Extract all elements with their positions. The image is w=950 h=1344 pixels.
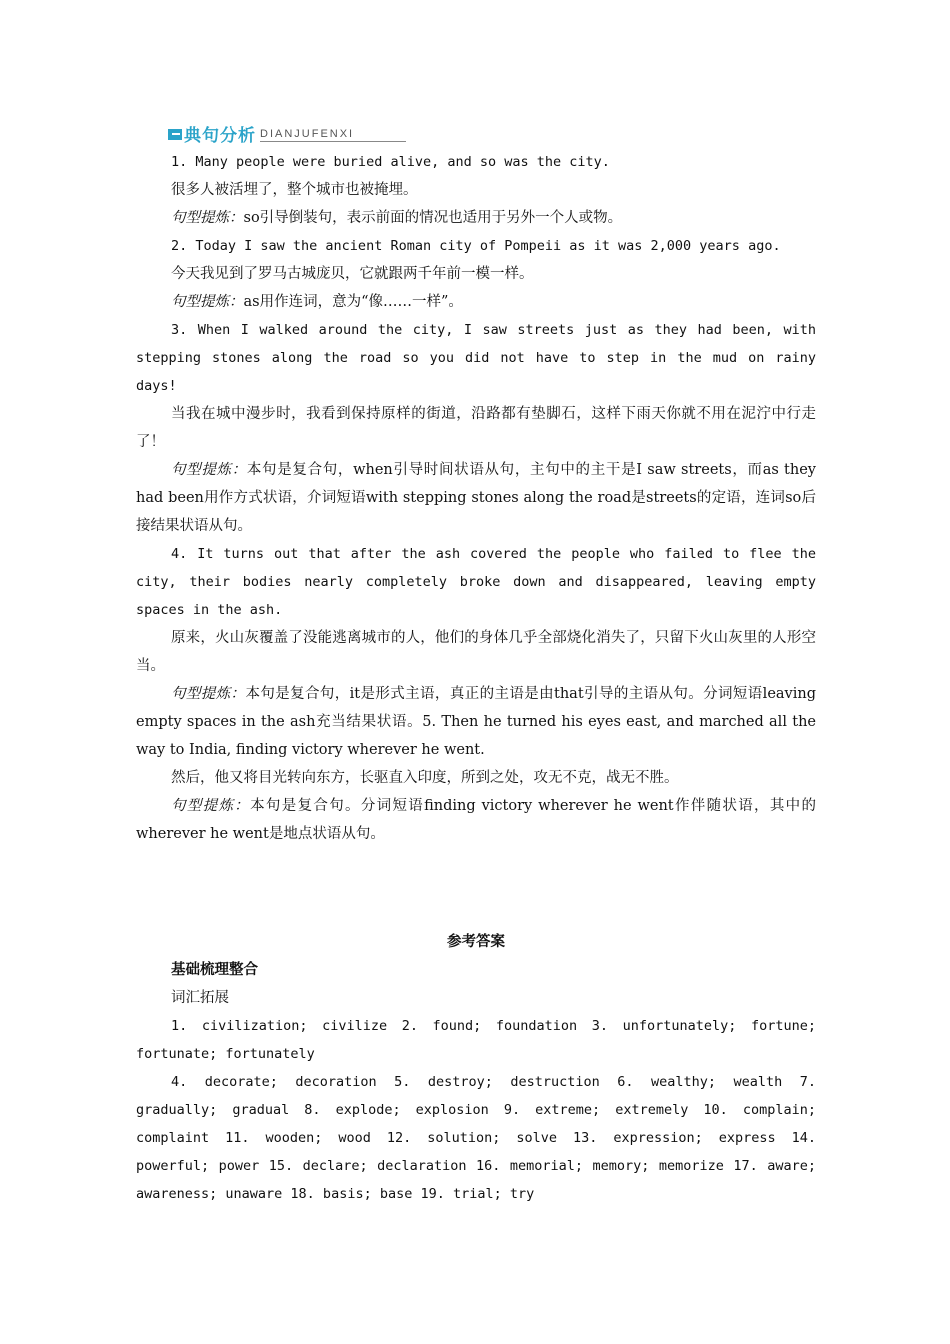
tip-text: 本句是复合句。分词短语finding victory wherever he went作伴随状语，其中的wherever he went是地点状语从句。: [136, 798, 817, 842]
tip-text: so引导倒装句，表示前面的情况也适用于另外一个人或物。: [243, 210, 623, 226]
sentence-4-tip: [136, 680, 816, 764]
tip-text: 本句是复合句，it是形式主语，真正的主语是由that引导的主语从句。分词短语leaving empty spaces in the ash充当结果状语。5. Then he turned his eyes east, and marched all the way to India, finding victory wherever he went.: [136, 686, 816, 758]
document-page: [136, 118, 816, 1208]
sentence-3-tip: [136, 456, 816, 540]
sentence-3-english: 3. When I walked around the city, I saw streets just as they had been, with stepping stones along the road so you did not have to step in the mud on rainy days!: [136, 322, 816, 394]
spacer: [136, 848, 816, 928]
vocab-answers-line-1: 1. civilization; civilize 2. found; foundation 3. unfortunately; fortune; fortunate; fortunately: [136, 1018, 816, 1062]
section-header: [168, 118, 816, 146]
tip-label: 句型提炼：: [171, 462, 247, 478]
sentence-2-english: 2. Today I saw the ancient Roman city of Pompeii as it was 2,000 years ago.: [171, 238, 781, 254]
sentence-5-tip: [136, 792, 816, 848]
header-subtitle: DIANJUFENXI: [260, 128, 406, 142]
header-title: 典句分析: [184, 126, 256, 146]
vocab-answers-line-2: 4. decorate; decoration 5. destroy; destruction 6. wealthy; wealth 7. gradually; gradual 8. explode; explosion 9. extreme; extremely 10. complain; complaint 11. wooden; wood 12. solution; solve 13. expression; express 14. powerful; power 15. declare; declaration 16. memorial; memory; memorize 17. aware; awareness; unaware 18. basis; base 19. trial; try: [136, 1074, 816, 1202]
answers-subsection-heading: 词汇拓展: [171, 990, 229, 1006]
sentence-2-chinese: 今天我见到了罗马古城庞贝，它就跟两千年前一模一样。: [171, 266, 534, 282]
sentence-1-chinese: 很多人被活埋了，整个城市也被掩埋。: [171, 182, 418, 198]
sentence-1-tip: [136, 204, 816, 232]
tip-label: 句型提炼：: [171, 798, 251, 814]
answers-title: 参考答案: [447, 934, 505, 950]
answers-section-heading: 基础梳理整合: [171, 962, 258, 978]
tip-text: 本句是复合句，when引导时间状语从句，主句中的主干是I saw streets，而as they had been用作方式状语，介词短语with stepping stones along the road是streets的定语，连词so后接结果状语从句。: [136, 462, 816, 534]
sentence-4-english: 4. It turns out that after the ash covered the people who failed to flee the city, their bodies nearly completely broke down and disappeared, leaving empty spaces in the ash.: [136, 546, 816, 618]
tip-label: 句型提炼：: [171, 210, 244, 226]
sentence-3-chinese: 当我在城中漫步时，我看到保持原样的街道，沿路都有垫脚石，这样下雨天你就不用在泥泞中行走了！: [136, 406, 816, 450]
tip-text: as用作连词，意为“像……一样”。: [243, 294, 463, 310]
sentence-1-english: 1. Many people were buried alive, and so was the city.: [171, 154, 610, 170]
sentence-2-tip: [136, 288, 816, 316]
tip-label: 句型提炼：: [171, 294, 244, 310]
tip-label: 句型提炼：: [171, 686, 246, 702]
header-marker-icon: [168, 129, 182, 140]
sentence-4-chinese: 原来，火山灰覆盖了没能逃离城市的人，他们的身体几乎全部烧化消失了，只留下火山灰里的人形空当。: [136, 630, 816, 674]
sentence-5-chinese: 然后，他又将目光转向东方，长驱直入印度，所到之处，攻无不克，战无不胜。: [171, 770, 679, 786]
